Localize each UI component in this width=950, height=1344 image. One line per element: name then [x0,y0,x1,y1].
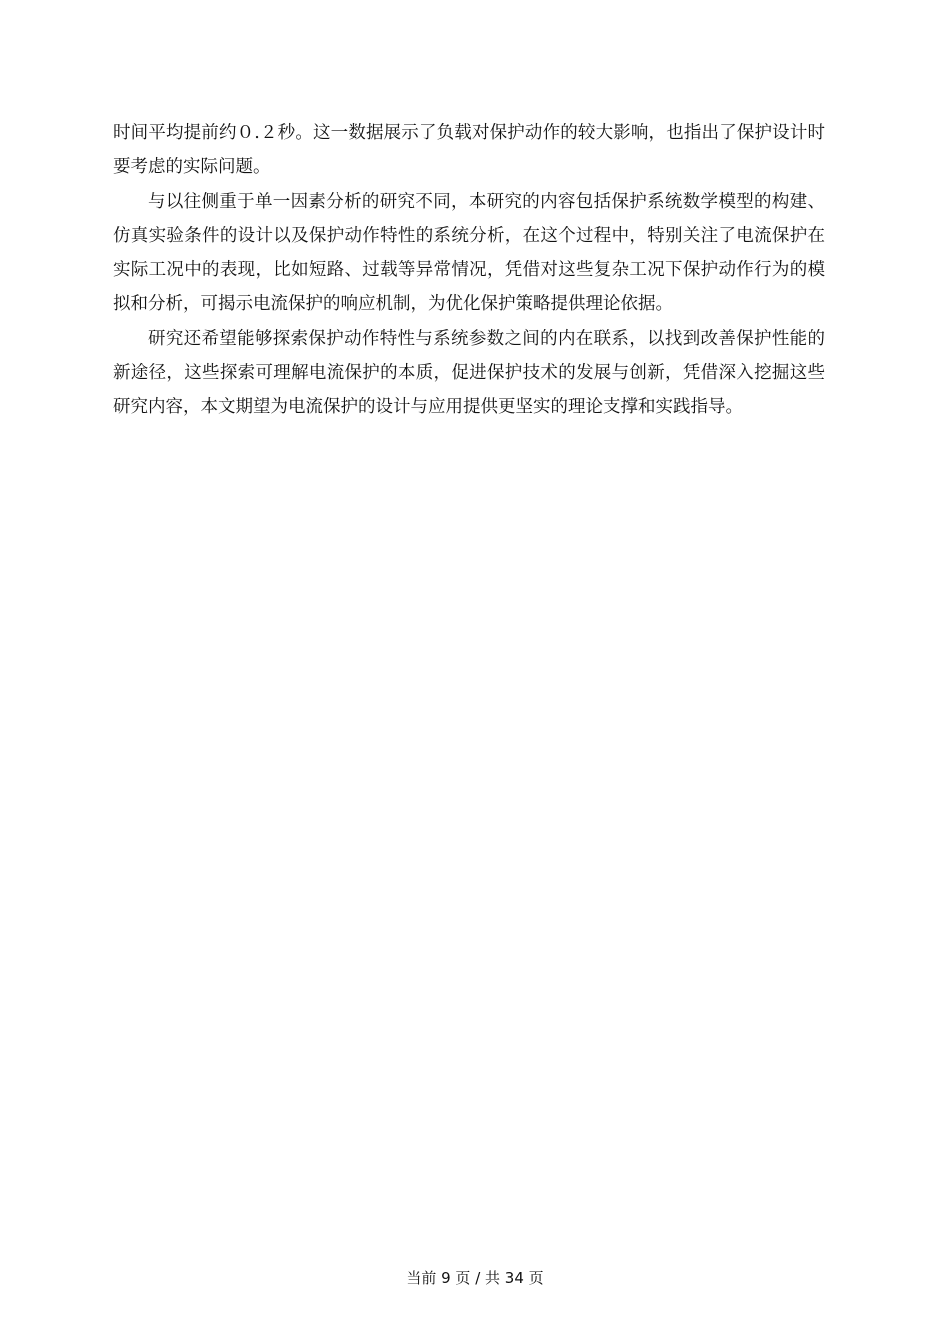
paragraph-3: 研究还希望能够探索保护动作特性与系统参数之间的内在联系，以找到改善保护性能的新途径，这些探索可理解电流保护的本质，促进保护技术的发展与创新，凭借深入挖掘这些研究内容，本文期望为电流保护的设计与应用提供更坚实的理论支撑和实践指导。 [113,328,825,418]
page-footer [0,1268,950,1288]
body-text [113,116,825,425]
paragraph-1: 时间平均提前约０.２秒。这一数据展示了负载对保护动作的较大影响，也指出了保护设计时要考虑的实际问题。 [113,123,825,178]
paragraph-2: 与以往侧重于单一因素分析的研究不同，本研究的内容包括保护系统数学模型的构建、仿真实验条件的设计以及保护动作特性的系统分析，在这个过程中，特别关注了电流保护在实际工况中的表现，比如短路、过载等异常情况，凭借对这些复杂工况下保护动作行为的模拟和分析，可揭示电流保护的响应机制，为优化保护策略提供理论依据。 [113,191,825,315]
page-indicator: 当前 9 页 / 共 34 页 [406,1269,544,1287]
